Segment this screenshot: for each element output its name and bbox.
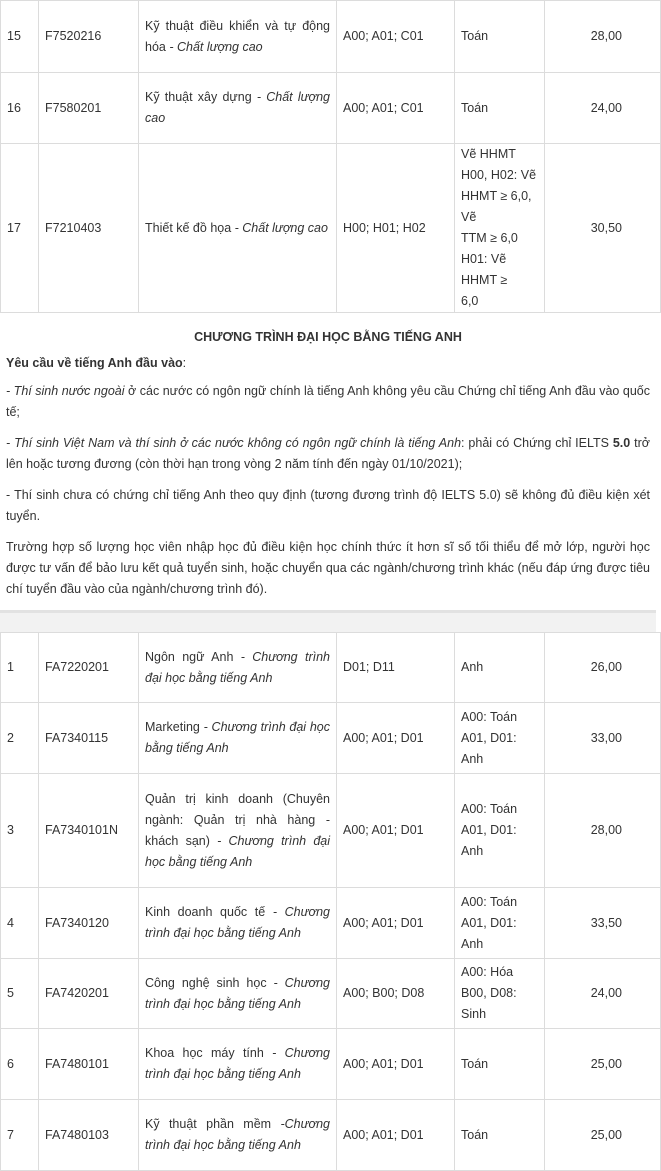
- table-row: [1, 633, 661, 703]
- table-row: [1, 1100, 661, 1171]
- program-name: Công nghệ sinh học - Chương trình đại học bằng tiếng Anh: [139, 959, 337, 1029]
- table-row: [1, 888, 661, 959]
- program-name: Ngôn ngữ Anh - Chương trình đại học bằng tiếng Anh: [139, 633, 337, 703]
- subject-combination: A00; A01; C01: [337, 1, 455, 73]
- subject-combination: A00; A01; D01: [337, 703, 455, 774]
- admission-score: 28,00: [545, 1, 661, 73]
- subject-combination: A00; A01; D01: [337, 1029, 455, 1100]
- program-code: FA7420201: [39, 959, 139, 1029]
- table-row: [1, 73, 661, 144]
- main-subject-note: Vẽ HHMT H00, H02: Vẽ HHMT ≥ 6,0, Vẽ TTM ≥ 6,0 H01: Vẽ HHMT ≥ 6,0: [455, 144, 545, 313]
- main-subject-note: A00: Toán A01, D01: Anh: [455, 703, 545, 774]
- row-number: 3: [1, 774, 39, 888]
- program-code: FA7220201: [39, 633, 139, 703]
- main-subject-note: A00: Toán A01, D01: Anh: [455, 888, 545, 959]
- admission-score: 24,00: [545, 73, 661, 144]
- admission-table-high-quality: [0, 0, 661, 313]
- main-subject-note: A00: Hóa B00, D08: Sinh: [455, 959, 545, 1029]
- program-code: F7580201: [39, 73, 139, 144]
- requirement-foreign-students: - Thí sinh nước ngoài ở các nước có ngôn ngữ chính là tiếng Anh không yêu cầu Chứng chỉ tiếng Anh đầu vào quốc tế;: [6, 384, 650, 419]
- program-name: Thiết kế đồ họa - Chất lượng cao: [139, 144, 337, 313]
- subject-combination: D01; D11: [337, 633, 455, 703]
- program-name: Kỹ thuật phần mềm -Chương trình đại học bằng tiếng Anh: [139, 1100, 337, 1171]
- row-number: 16: [1, 73, 39, 144]
- program-name: Kỹ thuật xây dựng - Chất lượng cao: [139, 73, 337, 144]
- subject-combination: A00; A01; D01: [337, 888, 455, 959]
- note-insufficient-enrollment: Trường hợp số lượng học viên nhập học đủ điều kiện học chính thức ít hơn sĩ số tối thiểu để mở lớp, người học được tư vấn để bảo lưu kết quả tuyển sinh, hoặc chuyển qua các ngành/chương trình khác (nếu đáp ứng được tiêu chí tuyển đầu vào của ngành/chương trình đó).: [6, 540, 650, 596]
- row-number: 2: [1, 703, 39, 774]
- row-number: 1: [1, 633, 39, 703]
- subject-combination: H00; H01; H02: [337, 144, 455, 313]
- admission-table-english-program: [0, 632, 661, 1171]
- program-name: Khoa học máy tính - Chương trình đại học bằng tiếng Anh: [139, 1029, 337, 1100]
- main-subject-note: Anh: [455, 633, 545, 703]
- program-code: F7210403: [39, 144, 139, 313]
- main-subject-note: Toán: [455, 1100, 545, 1171]
- requirement-vietnamese-students: - Thí sinh Việt Nam và thí sinh ở các nước không có ngôn ngữ chính là tiếng Anh: phải có Chứng chỉ IELTS 5.0 trở lên hoặc tương đương (còn thời hạn trong vòng 2 năm tính đến ngày 01/10/2021);: [6, 436, 650, 471]
- table-row: [1, 144, 661, 313]
- program-name: Kinh doanh quốc tế - Chương trình đại học bằng tiếng Anh: [139, 888, 337, 959]
- program-name: Quản trị kinh doanh (Chuyên ngành: Quản trị nhà hàng - khách sạn) - Chương trình đại học bằng tiếng Anh: [139, 774, 337, 888]
- row-number: 7: [1, 1100, 39, 1171]
- row-number: 6: [1, 1029, 39, 1100]
- subject-combination: A00; A01; C01: [337, 73, 455, 144]
- row-number: 4: [1, 888, 39, 959]
- subject-combination: A00; B00; D08: [337, 959, 455, 1029]
- section-divider: [0, 610, 656, 632]
- table-row: [1, 1, 661, 73]
- main-subject-note: Toán: [455, 1, 545, 73]
- program-name: Kỹ thuật điều khiển và tự động hóa - Chất lượng cao: [139, 1, 337, 73]
- table-row: [1, 959, 661, 1029]
- row-number: 15: [1, 1, 39, 73]
- table-row: [1, 774, 661, 888]
- main-subject-note: A00: Toán A01, D01: Anh: [455, 774, 545, 888]
- program-code: F7520216: [39, 1, 139, 73]
- program-code: FA7340115: [39, 703, 139, 774]
- admission-score: 25,00: [545, 1100, 661, 1171]
- admission-score: 28,00: [545, 774, 661, 888]
- main-subject-note: Toán: [455, 1029, 545, 1100]
- table-row: [1, 703, 661, 774]
- requirement-no-certificate: - Thí sinh chưa có chứng chỉ tiếng Anh theo quy định (tương đương trình độ IELTS 5.0) sẽ không đủ điều kiện xét tuyển.: [6, 488, 650, 523]
- admission-score: 25,00: [545, 1029, 661, 1100]
- program-code: FA7480101: [39, 1029, 139, 1100]
- main-subject-note: Toán: [455, 73, 545, 144]
- section-title: CHƯƠNG TRÌNH ĐẠI HỌC BẰNG TIẾNG ANH: [194, 330, 462, 344]
- table-row: [1, 1029, 661, 1100]
- admission-score: 26,00: [545, 633, 661, 703]
- admission-score: 33,00: [545, 703, 661, 774]
- row-number: 17: [1, 144, 39, 313]
- program-code: FA7340120: [39, 888, 139, 959]
- subject-combination: A00; A01; D01: [337, 774, 455, 888]
- program-name: Marketing - Chương trình đại học bằng tiếng Anh: [139, 703, 337, 774]
- english-program-section: [0, 313, 656, 600]
- program-code: FA7480103: [39, 1100, 139, 1171]
- program-code: FA7340101N: [39, 774, 139, 888]
- requirements-heading: Yêu cầu về tiếng Anh đầu vào:: [6, 356, 187, 370]
- row-number: 5: [1, 959, 39, 1029]
- admission-score: 33,50: [545, 888, 661, 959]
- subject-combination: A00; A01; D01: [337, 1100, 455, 1171]
- admission-score: 24,00: [545, 959, 661, 1029]
- admission-score: 30,50: [545, 144, 661, 313]
